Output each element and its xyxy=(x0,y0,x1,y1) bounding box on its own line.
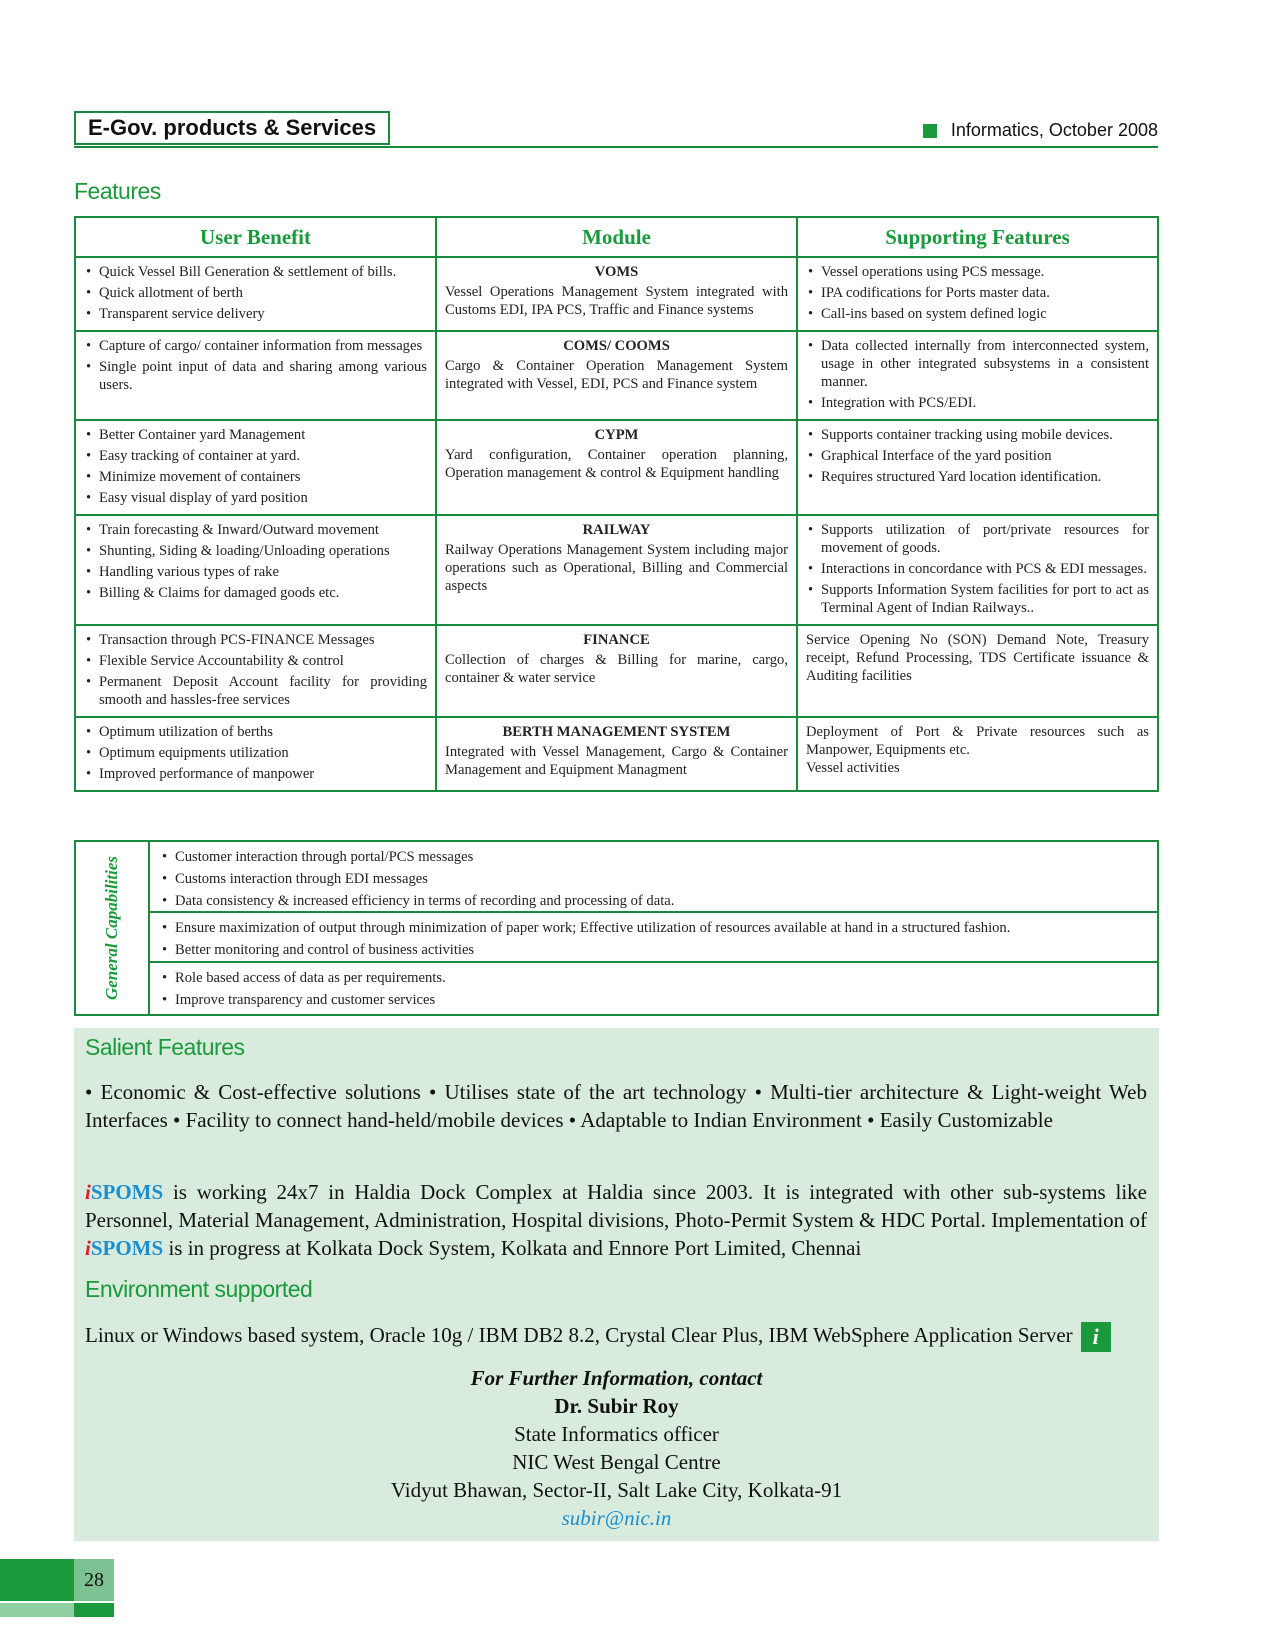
module-description: Collection of charges & Billing for marine, cargo, container & water service xyxy=(445,652,788,686)
module-cell xyxy=(436,257,797,331)
list-item: • Handling various types of rake xyxy=(84,563,427,581)
benefit-cell xyxy=(75,420,436,515)
support-text: Deployment of Port & Private resources such as Manpower, Equipments etc. xyxy=(806,724,1149,758)
header-supporting-features: Supporting Features xyxy=(797,217,1158,257)
module-cell xyxy=(436,331,797,420)
list-item: • Improve transparency and customer services xyxy=(160,991,1147,1009)
list-item: • Customs interaction through EDI messages xyxy=(160,870,1147,888)
table-row xyxy=(75,420,1158,515)
table-row xyxy=(75,331,1158,420)
support-cell xyxy=(797,625,1158,717)
support-cell xyxy=(797,257,1158,331)
section-label: E-Gov. products & Services xyxy=(74,111,390,145)
benefit-cell xyxy=(75,625,436,717)
header-module: Module xyxy=(436,217,797,257)
list-item: • Flexible Service Accountability & control xyxy=(84,652,427,670)
list-item: • Vessel operations using PCS message. xyxy=(806,263,1149,281)
list-item: • Customer interaction through portal/PCS messages xyxy=(160,848,1147,866)
contact-designation: State Informatics officer xyxy=(514,1422,719,1446)
list-item: • Supports utilization of port/private resources for movement of goods. xyxy=(806,521,1149,557)
table-row xyxy=(75,515,1158,625)
ispoms-paragraph: iSPOMS is working 24x7 in Haldia Dock Complex at Haldia since 2003. It is integrated with other sub-systems like Personnel, Material Management, Administration, Hospital divisions, Photo-Permit System & HDC Portal. Implementation of iSPOMS is in progress at Kolkata Dock System, Kolkata and Ennore Port Limited, Chennai xyxy=(85,1180,1147,1260)
general-capabilities-label: General Capabilities xyxy=(102,855,121,1001)
contact-address: Vidyut Bhawan, Sector-II, Salt Lake City, Kolkata-91 xyxy=(390,1478,843,1502)
list-item: • Ensure maximization of output through minimization of paper work; Effective utilization of resources available at hand in a structured fashion. xyxy=(160,919,1147,937)
page-footer-bar xyxy=(0,1559,74,1601)
capabilities-divider xyxy=(150,961,1157,963)
benefit-cell xyxy=(75,257,436,331)
page-number: 28 xyxy=(74,1559,114,1601)
general-capabilities-box xyxy=(74,840,1159,1016)
module-description: Vessel Operations Management System integrated with Customs EDI, IPA PCS, Traffic and Finance systems xyxy=(445,284,788,318)
list-item: • Easy tracking of container at yard. xyxy=(84,447,427,465)
list-item: • Billing & Claims for damaged goods etc. xyxy=(84,584,427,602)
list-item: • Minimize movement of containers xyxy=(84,468,427,486)
support-cell xyxy=(797,331,1158,420)
general-capabilities-label-cell xyxy=(76,842,150,1014)
list-item: • Supports container tracking using mobile devices. xyxy=(806,426,1149,444)
benefit-cell xyxy=(75,331,436,420)
list-item: • Role based access of data as per requirements. xyxy=(160,969,1147,987)
list-item: • Requires structured Yard location identification. xyxy=(806,468,1149,486)
issue-label: Informatics, October 2008 xyxy=(950,120,1158,140)
table-row xyxy=(75,257,1158,331)
list-item: • Improved performance of manpower xyxy=(84,765,427,783)
table-row xyxy=(75,625,1158,717)
list-item: • IPA codifications for Ports master data. xyxy=(806,284,1149,302)
list-item: • Graphical Interface of the yard position xyxy=(806,447,1149,465)
module-title: VOMS xyxy=(594,264,639,280)
table-row xyxy=(75,717,1158,791)
features-title: Features xyxy=(74,178,161,204)
ispoms-brand: iSPOMS xyxy=(85,1236,164,1260)
list-item: • Transaction through PCS-FINANCE Messages xyxy=(84,631,427,649)
list-item: • Better monitoring and control of business activities xyxy=(160,941,1147,959)
contact-heading: For Further Information, contact xyxy=(470,1366,763,1390)
list-item: • Capture of cargo/ container information from messages xyxy=(84,337,427,355)
module-description: Cargo & Container Operation Management System integrated with Vessel, EDI, PCS and Finance system xyxy=(445,358,788,392)
list-item: • Interactions in concordance with PCS & EDI messages. xyxy=(806,560,1149,578)
module-title: BERTH MANAGEMENT SYSTEM xyxy=(502,724,731,740)
contact-name: Dr. Subir Roy xyxy=(554,1394,679,1418)
list-item: • Easy visual display of yard position xyxy=(84,489,427,507)
module-description: Integrated with Vessel Management, Cargo & Container Management and Equipment Managment xyxy=(445,744,788,778)
module-title: CYPM xyxy=(594,427,639,443)
module-title: FINANCE xyxy=(583,632,650,648)
list-item: • Permanent Deposit Account facility for providing smooth and hassles-free services xyxy=(84,673,427,709)
list-item: • Quick allotment of berth xyxy=(84,284,427,302)
support-text: Vessel activities xyxy=(806,760,900,776)
list-item: • Single point input of data and sharing among various users. xyxy=(84,358,427,394)
list-item: • Call-ins based on system defined logic xyxy=(806,305,1149,323)
table-header-row xyxy=(75,217,1158,257)
module-title: COMS/ COOMS xyxy=(563,338,670,354)
support-cell xyxy=(797,515,1158,625)
list-item: • Data consistency & increased efficiency in terms of recording and processing of data. xyxy=(160,892,1147,910)
contact-email[interactable]: subir@nic.in xyxy=(561,1506,672,1530)
salient-features-title: Salient Features xyxy=(85,1034,245,1060)
support-cell xyxy=(797,420,1158,515)
support-cell xyxy=(797,717,1158,791)
module-cell xyxy=(436,625,797,717)
list-item: • Data collected internally from interconnected system, usage in other integrated subsystems in a consistent manner. xyxy=(806,337,1149,391)
list-item: • Optimum equipments utilization xyxy=(84,744,427,762)
page-footer-bar xyxy=(74,1603,114,1617)
benefit-cell xyxy=(75,717,436,791)
capabilities-divider xyxy=(150,911,1157,913)
features-table xyxy=(74,216,1159,792)
info-icon: i xyxy=(1081,1322,1111,1352)
list-item: • Quick Vessel Bill Generation & settlement of bills. xyxy=(84,263,427,281)
capabilities-group xyxy=(150,915,1157,963)
salient-features-box xyxy=(74,1028,1159,1541)
module-description: Railway Operations Management System including major operations such as Operational, Billing and Commercial aspects xyxy=(445,542,788,594)
list-item: • Supports Information System facilities for port to act as Terminal Agent of Indian Railways.. xyxy=(806,581,1149,617)
list-item: • Optimum utilization of berths xyxy=(84,723,427,741)
module-description: Yard configuration, Container operation planning, Operation management & control & Equipment handling xyxy=(445,447,788,481)
green-square-icon xyxy=(923,124,937,138)
module-cell xyxy=(436,420,797,515)
list-item: • Integration with PCS/EDI. xyxy=(806,394,1149,412)
benefit-cell xyxy=(75,515,436,625)
module-cell xyxy=(436,515,797,625)
capabilities-group xyxy=(150,844,1157,914)
header-divider xyxy=(74,146,1158,148)
module-cell xyxy=(436,717,797,791)
issue-info xyxy=(923,120,1158,141)
contact-office: NIC West Bengal Centre xyxy=(512,1450,721,1474)
salient-features-list: • Economic & Cost-effective solutions • Utilises state of the art technology • Multi-tier architecture & Light-weight Web Interfaces • Facility to connect hand-held/mobile devices • Adaptable to Indian Environment • Easily Customizable xyxy=(85,1080,1147,1132)
module-title: RAILWAY xyxy=(582,522,651,538)
list-item: • Better Container yard Management xyxy=(84,426,427,444)
support-text: Service Opening No (SON) Demand Note, Treasury receipt, Refund Processing, TDS Certificate issuance & Auditing facilities xyxy=(806,632,1149,684)
page-footer-bar xyxy=(0,1603,74,1617)
environment-title: Environment supported xyxy=(85,1276,313,1302)
ispoms-brand: iSPOMS xyxy=(85,1180,164,1204)
capabilities-group xyxy=(150,965,1157,1013)
list-item: • Train forecasting & Inward/Outward movement xyxy=(84,521,427,539)
list-item: • Shunting, Siding & loading/Unloading operations xyxy=(84,542,427,560)
environment-text: Linux or Windows based system, Oracle 10g / IBM DB2 8.2, Crystal Clear Plus, IBM WebSphere Application Server i xyxy=(85,1321,1147,1352)
header-user-benefit: User Benefit xyxy=(75,217,436,257)
list-item: • Transparent service delivery xyxy=(84,305,427,323)
